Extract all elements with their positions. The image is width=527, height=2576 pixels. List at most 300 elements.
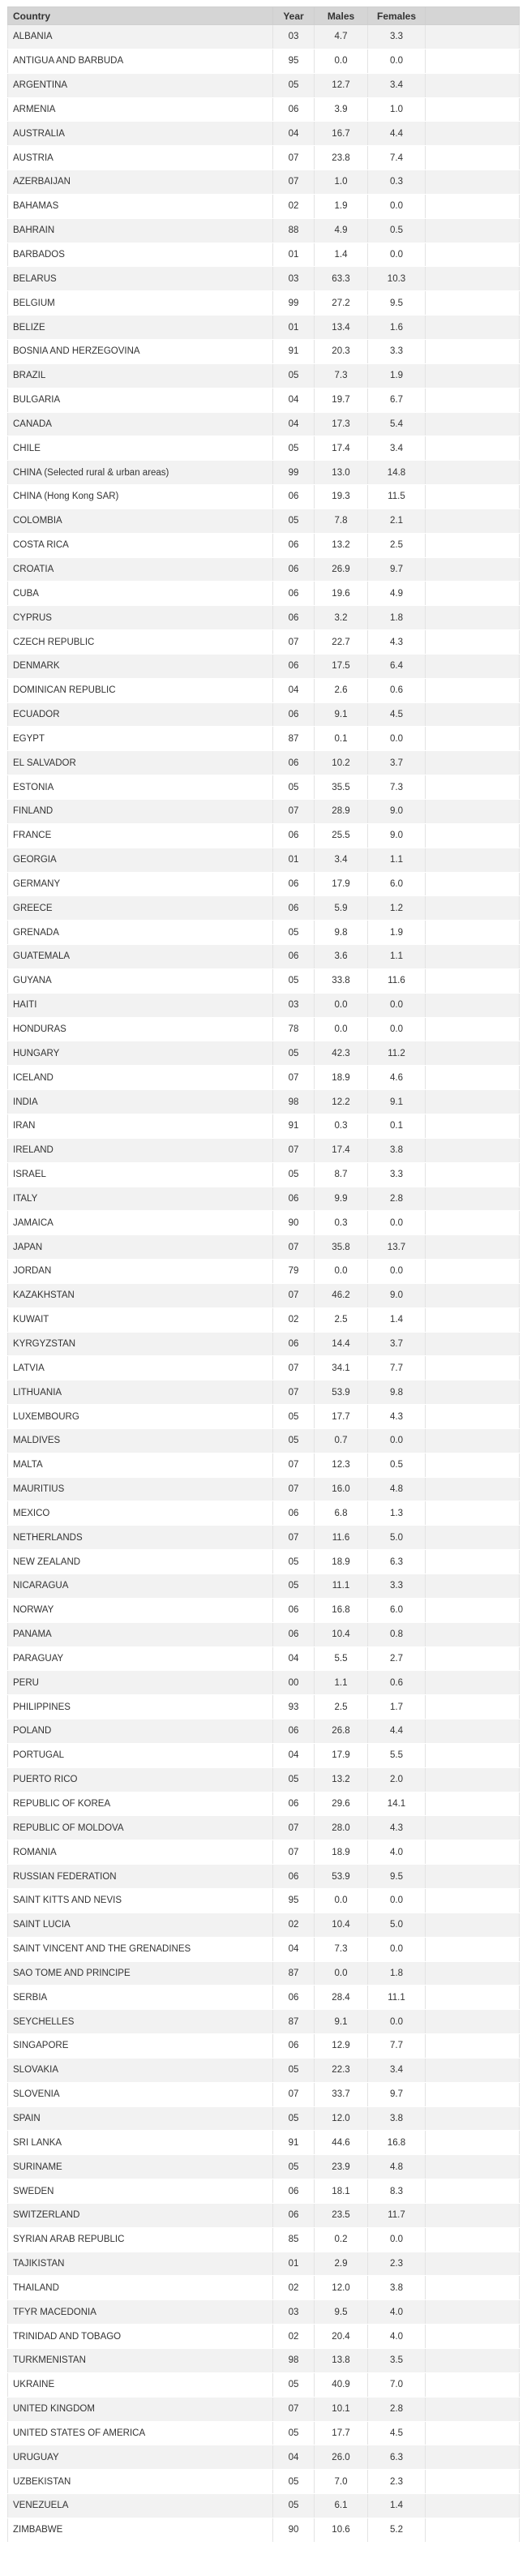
cell-males: 33.7: [315, 2082, 368, 2106]
cell-females: 10.3: [368, 267, 426, 291]
cell-year: 06: [273, 1332, 315, 1356]
cell-spacer: [426, 921, 520, 945]
cell-year: 98: [273, 1090, 315, 1114]
cell-year: 93: [273, 1695, 315, 1719]
cell-country: HONDURAS: [8, 1017, 273, 1041]
cell-country: SAINT VINCENT AND THE GRENADINES: [8, 1937, 273, 1961]
table-row: [8, 2325, 520, 2349]
cell-females: 6.7: [368, 388, 426, 412]
cell-females: 4.5: [368, 2421, 426, 2445]
cell-year: 87: [273, 727, 315, 751]
cell-country: KUWAIT: [8, 1307, 273, 1332]
cell-country: SWITZERLAND: [8, 2203, 273, 2227]
table-row: [8, 1937, 520, 1961]
table-row: [8, 654, 520, 678]
table-row: [8, 2252, 520, 2276]
cell-country: KAZAKHSTAN: [8, 1283, 273, 1307]
cell-country: TRINIDAD AND TOBAGO: [8, 2325, 273, 2349]
cell-year: 88: [273, 218, 315, 243]
cell-year: 06: [273, 1598, 315, 1622]
cell-males: 23.9: [315, 2155, 368, 2179]
cell-females: 9.7: [368, 2082, 426, 2106]
cell-females: 0.3: [368, 170, 426, 195]
cell-spacer: [426, 1138, 520, 1162]
cell-spacer: [426, 461, 520, 485]
cell-country: ESTONIA: [8, 775, 273, 800]
cell-spacer: [426, 1550, 520, 1574]
table-row: [8, 1090, 520, 1114]
cell-spacer: [426, 1695, 520, 1719]
cell-year: 07: [273, 1138, 315, 1162]
cell-females: 9.7: [368, 557, 426, 582]
cell-country: PARAGUAY: [8, 1646, 273, 1671]
cell-females: 3.3: [368, 1162, 426, 1187]
cell-spacer: [426, 1937, 520, 1961]
cell-males: 13.8: [315, 2349, 368, 2373]
cell-year: 87: [273, 1961, 315, 1986]
cell-country: CHILE: [8, 436, 273, 461]
cell-year: 05: [273, 1041, 315, 1066]
table-row: [8, 1187, 520, 1211]
cell-females: 0.0: [368, 2010, 426, 2034]
cell-year: 05: [273, 2372, 315, 2397]
cell-spacer: [426, 630, 520, 655]
cell-males: 22.7: [315, 630, 368, 655]
cell-spacer: [426, 968, 520, 993]
cell-year: 02: [273, 2325, 315, 2349]
cell-year: 90: [273, 1211, 315, 1235]
cell-year: 06: [273, 823, 315, 848]
cell-country: FRANCE: [8, 823, 273, 848]
table-body: [8, 25, 520, 2543]
cell-spacer: [426, 1428, 520, 1453]
cell-year: 06: [273, 896, 315, 921]
cell-country: BOSNIA AND HERZEGOVINA: [8, 339, 273, 363]
cell-females: 2.1: [368, 509, 426, 533]
cell-spacer: [426, 1090, 520, 1114]
table-row: [8, 218, 520, 243]
cell-spacer: [426, 1453, 520, 1477]
cell-spacer: [426, 1913, 520, 1937]
cell-spacer: [426, 848, 520, 872]
cell-females: 1.4: [368, 2494, 426, 2518]
cell-year: 01: [273, 848, 315, 872]
cell-country: BAHAMAS: [8, 194, 273, 218]
cell-country: CYPRUS: [8, 606, 273, 630]
table-row: [8, 1017, 520, 1041]
cell-males: 2.9: [315, 2252, 368, 2276]
table-row: [8, 2034, 520, 2059]
cell-spacer: [426, 1816, 520, 1840]
cell-males: 17.5: [315, 654, 368, 678]
cell-males: 3.2: [315, 606, 368, 630]
cell-year: 99: [273, 461, 315, 485]
cell-females: 5.5: [368, 1743, 426, 1767]
cell-males: 35.5: [315, 775, 368, 800]
cell-spacer: [426, 2421, 520, 2445]
cell-spacer: [426, 1041, 520, 1066]
table-row: [8, 363, 520, 388]
cell-males: 18.9: [315, 1066, 368, 1090]
cell-year: 06: [273, 1719, 315, 1744]
table-row: [8, 921, 520, 945]
cell-males: 28.4: [315, 1986, 368, 2010]
table-row: [8, 1622, 520, 1646]
cell-spacer: [426, 316, 520, 340]
cell-country: MAURITIUS: [8, 1477, 273, 1501]
table-row: [8, 316, 520, 340]
cell-spacer: [426, 823, 520, 848]
cell-spacer: [426, 1187, 520, 1211]
table-row: [8, 2131, 520, 2155]
cell-spacer: [426, 1017, 520, 1041]
cell-spacer: [426, 2252, 520, 2276]
cell-spacer: [426, 1719, 520, 1744]
table-row: [8, 291, 520, 316]
cell-females: 4.8: [368, 2155, 426, 2179]
cell-females: 14.1: [368, 1792, 426, 1816]
table-row: [8, 1477, 520, 1501]
cell-males: 1.1: [315, 1671, 368, 1695]
cell-spacer: [426, 582, 520, 606]
cell-males: 10.1: [315, 2397, 368, 2421]
table-row: [8, 945, 520, 969]
cell-year: 06: [273, 557, 315, 582]
table-row: [8, 1428, 520, 1453]
cell-country: GRENADA: [8, 921, 273, 945]
cell-spacer: [426, 2227, 520, 2252]
cell-country: SINGAPORE: [8, 2034, 273, 2059]
cell-spacer: [426, 339, 520, 363]
table-row: [8, 557, 520, 582]
cell-females: 0.0: [368, 727, 426, 751]
cell-spacer: [426, 1574, 520, 1599]
cell-males: 17.4: [315, 436, 368, 461]
cell-spacer: [426, 1865, 520, 1889]
cell-females: 5.4: [368, 412, 426, 436]
cell-males: 13.4: [315, 316, 368, 340]
table-row: [8, 1840, 520, 1865]
table-row: [8, 1646, 520, 1671]
cell-country: ARGENTINA: [8, 73, 273, 97]
cell-females: 0.0: [368, 1211, 426, 1235]
cell-spacer: [426, 73, 520, 97]
table-row: [8, 2203, 520, 2227]
cell-country: AUSTRIA: [8, 146, 273, 170]
table-row: [8, 146, 520, 170]
cell-country: LUXEMBOURG: [8, 1405, 273, 1429]
cell-country: ANTIGUA AND BARBUDA: [8, 49, 273, 73]
cell-country: MEXICO: [8, 1501, 273, 1526]
cell-year: 05: [273, 363, 315, 388]
cell-country: IRAN: [8, 1114, 273, 1138]
cell-year: 06: [273, 1501, 315, 1526]
cell-males: 7.3: [315, 363, 368, 388]
cell-males: 19.7: [315, 388, 368, 412]
cell-females: 4.0: [368, 2325, 426, 2349]
cell-females: 9.0: [368, 823, 426, 848]
cell-year: 98: [273, 2349, 315, 2373]
cell-males: 17.9: [315, 1743, 368, 1767]
cell-year: 06: [273, 1986, 315, 2010]
cell-year: 05: [273, 2106, 315, 2131]
cell-males: 18.1: [315, 2179, 368, 2204]
cell-year: 06: [273, 751, 315, 775]
cell-year: 95: [273, 1888, 315, 1913]
cell-spacer: [426, 1622, 520, 1646]
cell-males: 17.7: [315, 2421, 368, 2445]
cell-females: 0.0: [368, 243, 426, 267]
cell-year: 07: [273, 146, 315, 170]
cell-females: 4.0: [368, 2300, 426, 2325]
table-row: [8, 267, 520, 291]
cell-females: 0.5: [368, 1453, 426, 1477]
table-row: [8, 800, 520, 824]
cell-spacer: [426, 702, 520, 727]
table-row: [8, 848, 520, 872]
suicide-rates-table: [7, 6, 520, 2543]
table-row: [8, 25, 520, 49]
cell-spacer: [426, 1307, 520, 1332]
table-row: [8, 2445, 520, 2470]
cell-spacer: [426, 1380, 520, 1405]
cell-females: 3.8: [368, 2276, 426, 2300]
cell-males: 17.3: [315, 412, 368, 436]
cell-year: 05: [273, 1550, 315, 1574]
table-row: [8, 1526, 520, 1550]
cell-year: 07: [273, 1477, 315, 1501]
cell-males: 17.9: [315, 872, 368, 896]
cell-females: 2.8: [368, 2397, 426, 2421]
cell-spacer: [426, 1671, 520, 1695]
cell-spacer: [426, 2179, 520, 2204]
cell-males: 1.0: [315, 170, 368, 195]
header-females: Females: [368, 7, 426, 25]
table-row: [8, 775, 520, 800]
table-row: [8, 412, 520, 436]
cell-year: 02: [273, 1307, 315, 1332]
cell-country: COSTA RICA: [8, 533, 273, 557]
cell-year: 91: [273, 1114, 315, 1138]
cell-country: UNITED KINGDOM: [8, 2397, 273, 2421]
cell-country: PERU: [8, 1671, 273, 1695]
table-row: [8, 582, 520, 606]
table-row: [8, 1066, 520, 1090]
table-row: [8, 485, 520, 509]
cell-spacer: [426, 993, 520, 1017]
cell-females: 4.3: [368, 1405, 426, 1429]
cell-country: THAILAND: [8, 2276, 273, 2300]
cell-females: 0.0: [368, 1260, 426, 1284]
table-row: [8, 2494, 520, 2518]
header-row: [8, 7, 520, 25]
table-row: [8, 1356, 520, 1380]
cell-females: 0.6: [368, 678, 426, 702]
cell-year: 05: [273, 1162, 315, 1187]
cell-females: 0.8: [368, 1622, 426, 1646]
cell-spacer: [426, 218, 520, 243]
cell-males: 9.8: [315, 921, 368, 945]
cell-year: 07: [273, 2397, 315, 2421]
table-row: [8, 606, 520, 630]
cell-year: 07: [273, 2082, 315, 2106]
cell-males: 7.3: [315, 1937, 368, 1961]
table-row: [8, 509, 520, 533]
cell-males: 0.0: [315, 49, 368, 73]
cell-year: 05: [273, 1405, 315, 1429]
header-males: Males: [315, 7, 368, 25]
table-row: [8, 1792, 520, 1816]
cell-country: SERBIA: [8, 1986, 273, 2010]
cell-males: 16.0: [315, 1477, 368, 1501]
cell-year: 00: [273, 1671, 315, 1695]
table-header: [8, 7, 520, 25]
cell-females: 2.8: [368, 1187, 426, 1211]
cell-spacer: [426, 388, 520, 412]
cell-country: REPUBLIC OF MOLDOVA: [8, 1816, 273, 1840]
cell-year: 05: [273, 1574, 315, 1599]
cell-country: BELGIUM: [8, 291, 273, 316]
cell-year: 01: [273, 316, 315, 340]
cell-males: 27.2: [315, 291, 368, 316]
cell-females: 11.2: [368, 1041, 426, 1066]
cell-males: 8.7: [315, 1162, 368, 1187]
cell-females: 9.0: [368, 800, 426, 824]
cell-spacer: [426, 2372, 520, 2397]
cell-country: URUGUAY: [8, 2445, 273, 2470]
cell-year: 05: [273, 968, 315, 993]
cell-spacer: [426, 25, 520, 49]
cell-country: BULGARIA: [8, 388, 273, 412]
cell-females: 11.7: [368, 2203, 426, 2227]
cell-spacer: [426, 606, 520, 630]
cell-year: 05: [273, 2421, 315, 2445]
cell-country: GUYANA: [8, 968, 273, 993]
cell-females: 0.0: [368, 194, 426, 218]
cell-males: 19.3: [315, 485, 368, 509]
cell-spacer: [426, 436, 520, 461]
table-row: [8, 194, 520, 218]
cell-year: 01: [273, 2252, 315, 2276]
cell-country: SPAIN: [8, 2106, 273, 2131]
cell-country: RUSSIAN FEDERATION: [8, 1865, 273, 1889]
cell-country: TURKMENISTAN: [8, 2349, 273, 2373]
cell-spacer: [426, 1283, 520, 1307]
cell-country: INDIA: [8, 1090, 273, 1114]
cell-spacer: [426, 2325, 520, 2349]
cell-year: 07: [273, 1816, 315, 1840]
table-row: [8, 1307, 520, 1332]
cell-females: 7.7: [368, 2034, 426, 2059]
cell-country: ITALY: [8, 1187, 273, 1211]
cell-females: 3.3: [368, 1574, 426, 1599]
cell-females: 3.7: [368, 1332, 426, 1356]
cell-spacer: [426, 1162, 520, 1187]
cell-year: 06: [273, 945, 315, 969]
cell-year: 91: [273, 2131, 315, 2155]
cell-males: 9.5: [315, 2300, 368, 2325]
cell-males: 63.3: [315, 267, 368, 291]
cell-year: 06: [273, 1865, 315, 1889]
cell-females: 3.4: [368, 2058, 426, 2082]
cell-males: 9.9: [315, 1187, 368, 1211]
cell-country: SAINT LUCIA: [8, 1913, 273, 1937]
table-row: [8, 436, 520, 461]
cell-females: 9.0: [368, 1283, 426, 1307]
cell-year: 87: [273, 2010, 315, 2034]
cell-females: 1.1: [368, 848, 426, 872]
cell-year: 06: [273, 1792, 315, 1816]
cell-females: 1.4: [368, 1307, 426, 1332]
cell-females: 1.9: [368, 363, 426, 388]
cell-country: BELIZE: [8, 316, 273, 340]
table-row: [8, 1695, 520, 1719]
cell-females: 4.4: [368, 1719, 426, 1744]
cell-year: 04: [273, 678, 315, 702]
cell-males: 0.3: [315, 1114, 368, 1138]
cell-spacer: [426, 1477, 520, 1501]
cell-spacer: [426, 1066, 520, 1090]
cell-country: HUNGARY: [8, 1041, 273, 1066]
cell-country: SRI LANKA: [8, 2131, 273, 2155]
cell-females: 2.5: [368, 533, 426, 557]
cell-spacer: [426, 2276, 520, 2300]
cell-females: 1.1: [368, 945, 426, 969]
cell-spacer: [426, 1526, 520, 1550]
cell-year: 07: [273, 1840, 315, 1865]
cell-country: SAO TOME AND PRINCIPE: [8, 1961, 273, 1986]
cell-country: SLOVENIA: [8, 2082, 273, 2106]
cell-year: 03: [273, 2300, 315, 2325]
cell-year: 99: [273, 291, 315, 316]
cell-country: HAITI: [8, 993, 273, 1017]
cell-country: SAINT KITTS AND NEVIS: [8, 1888, 273, 1913]
cell-year: 02: [273, 2276, 315, 2300]
cell-females: 6.3: [368, 1550, 426, 1574]
cell-males: 28.9: [315, 800, 368, 824]
cell-spacer: [426, 1260, 520, 1284]
cell-country: PUERTO RICO: [8, 1767, 273, 1792]
cell-males: 9.1: [315, 2010, 368, 2034]
table-row: [8, 170, 520, 195]
table-row: [8, 2155, 520, 2179]
cell-country: CANADA: [8, 412, 273, 436]
cell-males: 16.7: [315, 122, 368, 146]
table-row: [8, 533, 520, 557]
cell-country: PANAMA: [8, 1622, 273, 1646]
table-row: [8, 1211, 520, 1235]
table-row: [8, 2227, 520, 2252]
cell-females: 4.8: [368, 1477, 426, 1501]
cell-females: 1.6: [368, 316, 426, 340]
cell-year: 05: [273, 921, 315, 945]
cell-males: 10.2: [315, 751, 368, 775]
cell-males: 5.9: [315, 896, 368, 921]
cell-males: 12.9: [315, 2034, 368, 2059]
cell-country: IRELAND: [8, 1138, 273, 1162]
cell-males: 20.4: [315, 2325, 368, 2349]
table-row: [8, 1114, 520, 1138]
cell-females: 3.8: [368, 2106, 426, 2131]
cell-year: 06: [273, 2203, 315, 2227]
cell-spacer: [426, 678, 520, 702]
cell-year: 07: [273, 1066, 315, 1090]
cell-females: 0.0: [368, 1428, 426, 1453]
cell-males: 16.8: [315, 1598, 368, 1622]
cell-year: 06: [273, 654, 315, 678]
cell-year: 05: [273, 775, 315, 800]
cell-females: 1.7: [368, 1695, 426, 1719]
